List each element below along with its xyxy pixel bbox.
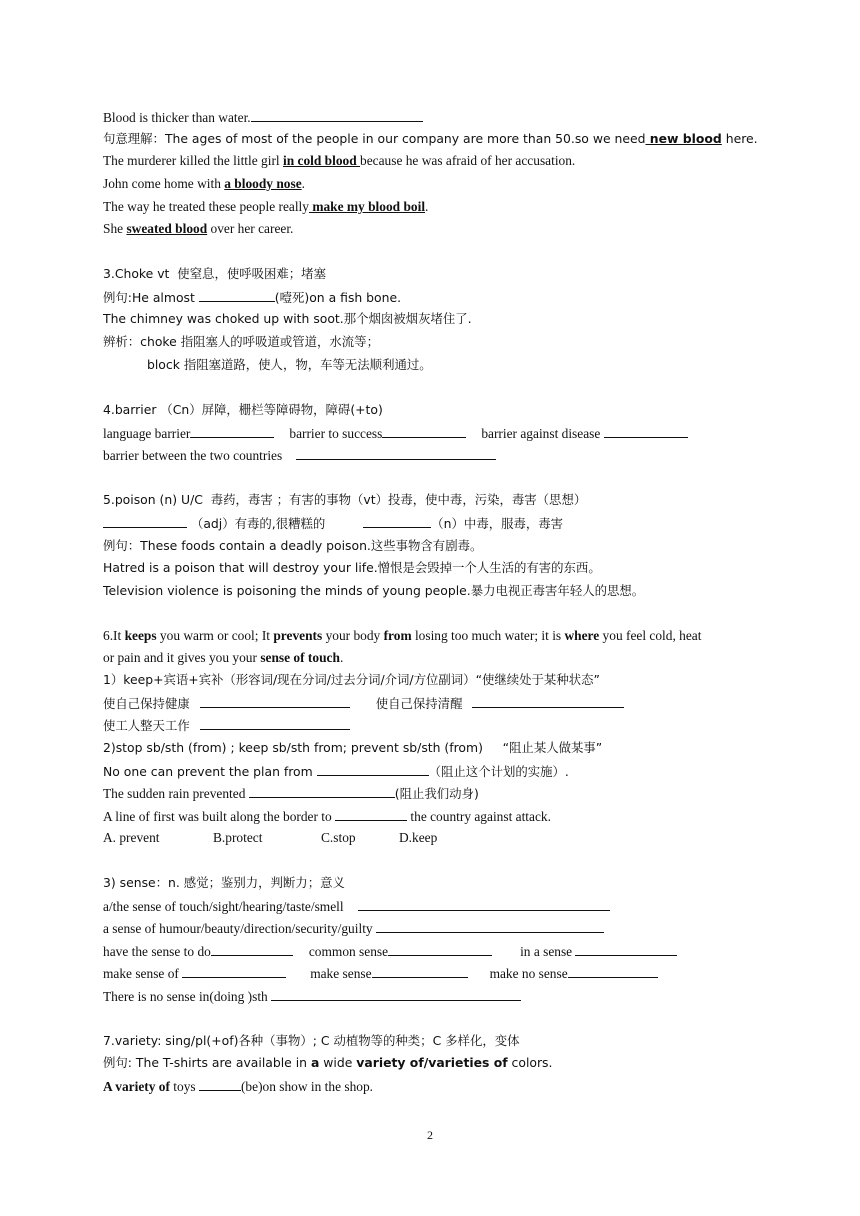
blood-line-1 [103, 108, 423, 127]
poison-example-1: 例句：These foods contain a deadly poison.这些事物含有剧毒。 [103, 538, 483, 553]
text: There is no sense in(doing )sth [103, 989, 272, 1004]
sense-line-4 [103, 964, 658, 983]
text: make sense of [103, 966, 183, 981]
keeps-translate-2 [103, 716, 350, 735]
text: （阻止这个计划的实施）. [428, 764, 569, 779]
answer-blank [317, 762, 429, 776]
sense-title: 3) sense：n. 感觉；鉴别力，判断力；意义 [103, 875, 345, 890]
text: over her career. [207, 221, 294, 236]
text: barrier against disease [481, 426, 604, 441]
option-b: B.protect [213, 830, 263, 845]
keeps-sentence-2 [103, 649, 343, 667]
text: John come home with [103, 176, 225, 191]
option-a: A. prevent [103, 830, 160, 845]
answer-blank [249, 784, 395, 798]
text: 例句:He almost [103, 290, 199, 305]
keyword: prevents [273, 628, 323, 643]
text: (be)on show in the shop. [240, 1079, 373, 1094]
text: No one can prevent the plan from [103, 764, 317, 779]
text: She [103, 221, 127, 236]
text: 使自己保持健康 [103, 696, 190, 711]
text: you feel cold, heat [599, 628, 702, 643]
answer-blank [388, 942, 492, 956]
phrase-make-blood-boil: make my blood boil [308, 199, 426, 214]
keyword: where [564, 628, 600, 643]
text: 句意理解：The ages of most of the people in our company are more than 50.so we need [103, 131, 646, 146]
answer-blank [296, 446, 496, 460]
answer-blank [372, 964, 468, 978]
answer-blank [382, 424, 466, 438]
keeps-point-1: 1）keep+宾语+宾补（形容词/现在分词/过去分词/介词/方位副词）“使继续处于某种状态” [103, 672, 600, 687]
poison-example-2: Hatred is a poison that will destroy your life.憎恨是会毁掉一个人生活的有害的东西。 [103, 560, 601, 575]
poison-example-3: Television violence is poisoning the minds of young people.暴力电视正毒害年轻人的思想。 [103, 583, 645, 598]
answer-blank [604, 424, 688, 438]
keyword: keeps [124, 628, 157, 643]
poison-forms [103, 514, 563, 533]
phrase-new-blood: new blood [645, 131, 722, 146]
text: your body [322, 628, 384, 643]
text: 例句: The T-shirts are available in [103, 1055, 311, 1070]
answer-blank [575, 942, 677, 956]
blood-line-2 [103, 130, 758, 148]
text: have the sense to do [103, 944, 211, 959]
blood-line-4 [103, 175, 305, 193]
text: （adj）有毒的,很糟糕的 [187, 516, 326, 531]
text: here. [721, 131, 758, 146]
barrier-line-1 [103, 424, 688, 443]
text: barrier between the two countries [103, 448, 283, 463]
sense-line-5 [103, 987, 521, 1006]
text: or pain and it gives you your [103, 650, 261, 665]
text: the country against attack. [407, 809, 551, 824]
keeps-example-3 [103, 807, 551, 826]
text: make no sense [489, 966, 568, 981]
answer-blank [211, 942, 293, 956]
sense-line-1 [103, 897, 610, 916]
text: 使自己保持清醒 [375, 696, 463, 711]
keyword: from [383, 628, 412, 643]
text: (噎死)on a fish bone. [274, 290, 402, 305]
choke-diff-1: 辨析：choke 指阻塞人的呼吸道或管道，水流等； [103, 334, 379, 349]
keeps-options [103, 829, 437, 847]
keeps-example-2 [103, 784, 479, 803]
answer-blank [251, 108, 423, 122]
barrier-title: 4.barrier （Cn）屏障，栅栏等障碍物，障碍(+to) [103, 402, 383, 417]
text: barrier to success [289, 426, 383, 441]
text: common sense [308, 944, 389, 959]
text: colors. [507, 1055, 553, 1070]
answer-blank [472, 694, 624, 708]
answer-blank [363, 514, 431, 528]
keeps-sentence-1 [103, 627, 701, 645]
text: losing too much water; it is [411, 628, 565, 643]
keeps-example-1 [103, 762, 569, 781]
keeps-translate-1 [103, 694, 624, 713]
choke-example [103, 288, 401, 307]
keyword: sense of touch [260, 650, 340, 665]
answer-blank [376, 919, 604, 933]
barrier-line-2 [103, 446, 496, 465]
text: 使工人整天工作 [103, 718, 190, 733]
keeps-point-2: 2)stop sb/sth (from) ; keep sb/sth from; prevent sb/sth (from) “阻止某人做某事” [103, 740, 603, 755]
text: wide [319, 1055, 357, 1070]
choke-diff-2: block 指阻塞道路，使人，物，车等无法顺利通过。 [147, 357, 432, 372]
text: make sense [310, 966, 372, 981]
sense-line-3 [103, 942, 677, 961]
answer-blank [199, 288, 275, 302]
answer-blank [335, 807, 407, 821]
phrase-in-cold-blood: in cold blood [282, 153, 361, 168]
answer-blank [190, 424, 274, 438]
text: toys [169, 1079, 199, 1094]
text: （n）中毒，服毒，毒害 [431, 516, 564, 531]
answer-blank [271, 987, 521, 1001]
text: The way he treated these people really [103, 199, 309, 214]
choke-title: 3.Choke vt 使窒息，使呼吸困难；堵塞 [103, 266, 326, 281]
keyword: variety of/varieties of [356, 1055, 508, 1070]
text: . [301, 176, 305, 191]
text: language barrier [103, 426, 191, 441]
answer-blank [199, 1077, 241, 1091]
page-number: 2 [427, 1128, 433, 1142]
text: The murderer killed the little girl [103, 153, 283, 168]
text: . [425, 199, 429, 214]
text: (阻止我们动身) [394, 786, 479, 801]
text: The sudden rain prevented [103, 786, 249, 801]
option-c: C.stop [321, 830, 356, 845]
answer-blank [568, 964, 658, 978]
blood-line-6 [103, 220, 293, 238]
choke-chimney: The chimney was choked up with soot.那个烟囱被烟灰堵住了. [103, 311, 472, 326]
answer-blank [358, 897, 610, 911]
answer-blank [200, 716, 350, 730]
phrase-bloody-nose: a bloody nose [224, 176, 302, 191]
variety-line-2 [103, 1077, 373, 1096]
blood-line-5 [103, 198, 428, 216]
variety-title: 7.variety: sing/pl(+of)各种（事物）; C 动植物等的种类；C 多样化，变体 [103, 1033, 520, 1048]
option-d: D.keep [399, 830, 438, 845]
variety-example [103, 1054, 552, 1072]
text: 6.It [103, 628, 125, 643]
sense-line-2 [103, 919, 604, 938]
text: a/the sense of touch/sight/hearing/taste/smell [103, 899, 344, 914]
text: you warm or cool; It [156, 628, 274, 643]
text: . [339, 650, 344, 665]
keyword: a [310, 1055, 320, 1070]
text: A line of first was built along the border to [103, 809, 336, 824]
blood-sentence: Blood is thicker than water. [103, 110, 251, 125]
text: because he was afraid of her accusation. [360, 153, 576, 168]
text: in a sense [520, 944, 576, 959]
poison-title: 5.poison (n) U/C 毒药，毒害 ；有害的事物（vt）投毒，使中毒，污染，毒害（思想） [103, 492, 587, 507]
text: a sense of humour/beauty/direction/security/guilty [103, 921, 376, 936]
keyword: A variety of [103, 1079, 170, 1094]
answer-blank [200, 694, 350, 708]
blood-line-3 [103, 152, 575, 170]
answer-blank [182, 964, 286, 978]
phrase-sweated-blood: sweated blood [126, 221, 208, 236]
answer-blank [103, 514, 187, 528]
